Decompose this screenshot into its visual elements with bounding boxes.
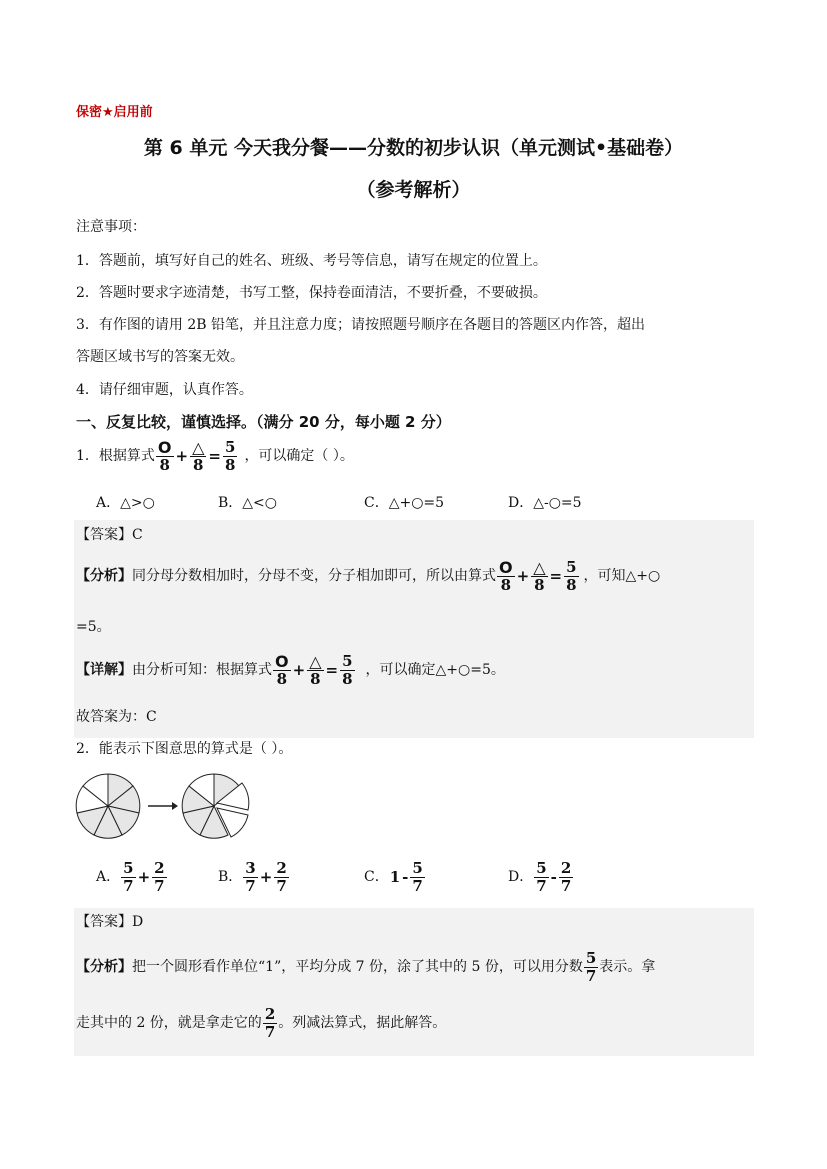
fraction-numerator: 2 — [264, 1004, 276, 1023]
fraction-numerator: 3 — [245, 858, 256, 877]
fraction-numerator: 5 — [566, 557, 577, 576]
notice-item-1: 1．答题前，填写好自己的姓名、班级、考号等信息，请写在规定的位置上。 — [76, 253, 547, 269]
operator: - — [550, 868, 557, 886]
fraction-denominator: 8 — [225, 455, 236, 474]
option-fraction — [121, 858, 135, 895]
fraction-numerator: 5 — [123, 858, 134, 877]
fraction-denominator: 7 — [560, 876, 572, 895]
fraction-numerator: 5 — [342, 651, 353, 670]
operator: + — [259, 868, 273, 886]
fraction-denominator: 7 — [264, 1022, 276, 1041]
analysis-cont-text: 走其中的 2 份，就是拿走它的 — [76, 1015, 262, 1031]
fraction-denominator: 8 — [159, 455, 170, 474]
fraction-denominator: 8 — [342, 669, 353, 688]
circle-symbol: O — [157, 437, 172, 457]
detail-text: 由分析可知：根据算式 — [132, 662, 272, 678]
operator: - — [402, 868, 409, 886]
fraction-denominator: 7 — [412, 876, 423, 895]
fraction-numerator: 2 — [154, 858, 165, 877]
full-circle-pie — [76, 774, 140, 838]
question-1-stem — [76, 436, 354, 476]
detail-label: 【详解】 — [76, 662, 132, 678]
analysis-text: 把一个圆形看作单位“1”，平均分成 7 份，涂了其中的 5 份，可以用分数 — [132, 959, 583, 975]
q1-fraction-circle — [156, 437, 174, 474]
analysis-fraction-result — [564, 557, 578, 594]
detail-tail: ，可以确定△+○=5。 — [365, 662, 505, 678]
fraction-denominator: 7 — [245, 876, 256, 895]
analysis-fraction-circle — [497, 557, 515, 594]
q1-analysis — [76, 556, 660, 596]
option-label: A． — [96, 869, 121, 885]
triangle-symbol: △ — [533, 557, 546, 577]
notice-item-3: 3．有作图的请用 2B 铅笔，并且注意力度；请按照题号顺序在各题目的答题区内作答，超出 — [76, 317, 646, 333]
detail-fraction-circle — [273, 651, 291, 688]
fraction-numerator: 2 — [560, 858, 572, 877]
fraction-denominator: 8 — [500, 575, 512, 594]
fraction-denominator: 8 — [534, 575, 545, 594]
equals-sign: = — [325, 661, 339, 679]
option-fraction — [534, 858, 548, 895]
analysis-fraction-triangle — [531, 557, 547, 594]
q1-prefix: 1．根据算式 — [76, 448, 155, 464]
page-subtitle: （参考解析） — [356, 179, 471, 201]
fraction-denominator: 7 — [536, 876, 547, 895]
option-fraction — [243, 858, 257, 895]
page-title: 第 6 单元 今天我分餐——分数的初步认识（单元测试•基础卷） — [143, 137, 684, 159]
triangle-symbol: △ — [192, 437, 205, 457]
detail-fraction-result — [340, 651, 354, 688]
confidential-label: 保密★启用前 — [76, 105, 153, 120]
q2-option-b[interactable] — [218, 855, 290, 899]
fraction-numerator: 5 — [225, 437, 236, 456]
plus-sign: + — [516, 567, 530, 585]
fraction-denominator: 7 — [585, 966, 597, 985]
fraction-denominator: 8 — [276, 669, 288, 688]
fraction-numerator: 5 — [412, 858, 423, 877]
analysis-label: 【分析】 — [76, 959, 132, 975]
option-fraction — [274, 858, 288, 895]
question-2-stem: 2．能表示下图意思的算式是（ ）。 — [76, 741, 293, 757]
q2-option-a[interactable] — [96, 855, 168, 899]
q1-option-a[interactable]: A．△>○ — [96, 495, 155, 511]
fraction-denominator: 8 — [193, 455, 204, 474]
q2-circle-figure — [74, 770, 254, 842]
fraction-denominator: 7 — [123, 876, 134, 895]
q1-conclusion: 故答案为：C — [76, 709, 157, 725]
analysis-text: 同分母分数相加时，分母不变，分子相加即可，所以由算式 — [132, 568, 496, 584]
q1-detail — [76, 650, 505, 690]
option-label: D． — [508, 869, 534, 885]
detail-fraction-triangle — [307, 651, 323, 688]
fraction-denominator: 7 — [154, 876, 165, 895]
notice-item-4: 4．请仔细审题，认真作答。 — [76, 382, 253, 398]
notice-heading: 注意事项： — [76, 219, 146, 235]
plus-sign: + — [175, 447, 189, 465]
analysis-tail: 表示。拿 — [599, 959, 656, 975]
q1-option-c[interactable]: C．△+○=5 — [364, 495, 445, 511]
fraction-denominator: 8 — [566, 575, 577, 594]
q1-analysis-cont: =5。 — [76, 619, 111, 635]
option-label: B． — [218, 869, 243, 885]
option-fraction — [410, 858, 424, 895]
fraction-denominator: 8 — [310, 669, 321, 688]
equals-sign: = — [549, 567, 563, 585]
notice-item-3-cont: 答题区域书写的答案无效。 — [76, 349, 244, 365]
q1-fraction-result — [223, 437, 237, 474]
arrow-icon — [148, 802, 178, 810]
whole-number: 1 — [389, 868, 401, 886]
partial-circle-pie — [182, 774, 249, 838]
option-fraction — [152, 858, 166, 895]
circle-symbol: O — [499, 557, 513, 577]
equals-sign: = — [208, 447, 221, 465]
q2-analysis-cont — [76, 1001, 446, 1045]
analysis-fraction — [263, 1004, 277, 1041]
q1-option-b[interactable]: B．△<○ — [218, 495, 278, 511]
analysis-end: 。列减法算式，据此解答。 — [278, 1015, 447, 1031]
section-heading: 一、反复比较，谨慎选择。（满分 20 分，每小题 2 分） — [76, 413, 451, 431]
plus-sign: + — [292, 661, 306, 679]
q1-suffix: ，可以确定（ ）。 — [244, 448, 354, 464]
circle-symbol: O — [275, 651, 289, 671]
q2-option-d[interactable] — [508, 855, 574, 899]
fraction-numerator: 5 — [536, 858, 547, 877]
analysis-label: 【分析】 — [76, 568, 132, 584]
analysis-fraction — [584, 948, 598, 985]
operator: + — [137, 868, 151, 886]
option-label: C． — [364, 869, 389, 885]
analysis-tail: ，可知△+○ — [583, 568, 661, 584]
notice-item-2: 2．答题时要求字迹清楚，书写工整，保持卷面清洁，不要折叠，不要破损。 — [76, 285, 547, 301]
q2-answer: 【答案】D — [76, 914, 144, 930]
fraction-numerator: 5 — [585, 948, 597, 967]
fraction-denominator: 7 — [276, 876, 287, 895]
triangle-symbol: △ — [309, 651, 322, 671]
q1-fraction-triangle — [190, 437, 206, 474]
q1-option-d[interactable]: D．△-○=5 — [508, 495, 582, 511]
fraction-numerator: 2 — [276, 858, 287, 877]
option-fraction — [559, 858, 573, 895]
q1-answer: 【答案】C — [76, 527, 143, 543]
q1-answer-block — [74, 520, 754, 738]
q2-option-c[interactable] — [364, 855, 426, 899]
q2-analysis — [76, 945, 655, 989]
